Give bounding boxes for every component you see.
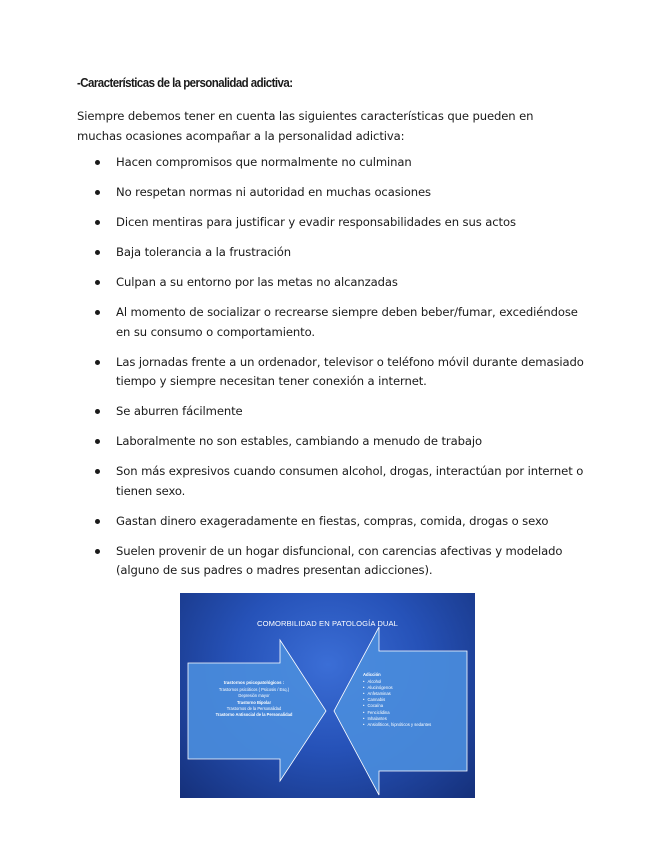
psychopathology-line: Trastornos psicóticos ( Psicosis / Esq.) xyxy=(218,687,290,693)
psychopathology-line: Trastornos de la Personalidad xyxy=(226,705,282,711)
addiction-item: • Alcohol xyxy=(363,679,468,685)
list-item-text: Suelen provenir de un hogar disfuncional, con carencias afectivas y modelado (alguno de sus padres o madres presentan adicciones). xyxy=(116,543,563,577)
addiction-list xyxy=(363,679,468,728)
bullet-icon xyxy=(95,280,100,285)
list-item-text: Son más expresivos cuando consumen alcohol, drogas, interactúan por internet o tienen sexo. xyxy=(116,464,584,498)
list-item-text: Gastan dinero exageradamente en fiestas, compras, comida, drogas o sexo xyxy=(116,513,549,528)
characteristics-list xyxy=(90,153,586,591)
psychopathology-box xyxy=(194,680,314,718)
list-item xyxy=(90,183,586,203)
list-item xyxy=(90,542,586,581)
addiction-box xyxy=(363,672,468,728)
list-item-text: Las jornadas frente a un ordenador, televisor o teléfono móvil durante demasiado tiempo y siempre necesitan tener conexión a internet. xyxy=(116,354,584,388)
bullet-icon xyxy=(95,250,100,255)
addiction-item: • Cocaína xyxy=(363,703,468,709)
list-item xyxy=(90,243,586,263)
list-item-text: Hacen compromisos que normalmente no culminan xyxy=(116,155,412,169)
bullet-icon xyxy=(95,220,100,225)
addiction-item: • Fenciclidina xyxy=(363,710,468,716)
bullet-icon xyxy=(95,310,100,315)
addiction-item: • Anfetaminas xyxy=(363,691,468,697)
bullet-icon xyxy=(95,469,100,474)
list-item xyxy=(90,402,586,422)
diagram-title: COMORBILIDAD EN PATOLOGÍA DUAL xyxy=(257,619,398,628)
list-item xyxy=(90,213,586,233)
psychopathology-heading: trastornos psicopatológicos : xyxy=(223,680,285,685)
list-item xyxy=(90,353,586,392)
bullet-icon xyxy=(95,160,100,165)
list-item-text: Culpan a su entorno por las metas no alcanzadas xyxy=(116,275,398,289)
list-item-text: Al momento de socializar o recrearse siempre deben beber/fumar, excediéndose en su consumo o comportamiento. xyxy=(116,305,578,339)
list-item-text: No respetan normas ni autoridad en muchas ocasiones xyxy=(116,185,431,199)
psychopathology-line: Depresión mayor xyxy=(238,693,270,699)
bullet-icon xyxy=(95,190,100,195)
list-item-text: Se aburren fácilmente xyxy=(116,404,243,418)
list-item-text: Laboralmente no son estables, cambiando a menudo de trabajo xyxy=(116,434,482,448)
addiction-item: • Cannabis xyxy=(363,697,468,703)
bullet-icon xyxy=(95,519,100,524)
bullet-icon xyxy=(95,549,100,554)
intro-paragraph: Siempre debemos tener en cuenta las siguientes características que pueden en muchas ocasiones acompañar a la personalidad adictiva: xyxy=(77,109,534,143)
addiction-item: • Inhalantes xyxy=(363,716,468,722)
list-item xyxy=(90,303,586,342)
addiction-heading: Adicción xyxy=(363,672,381,677)
list-item-text: Dicen mentiras para justificar y evadir responsabilidades en sus actos xyxy=(116,215,516,229)
list-item xyxy=(90,153,586,173)
addiction-item: • Alucinógenos xyxy=(363,685,468,691)
bullet-icon xyxy=(95,439,100,444)
psychopathology-line: Trastorno Antisocial de la Personalidad xyxy=(215,712,293,718)
bullet-icon xyxy=(95,409,100,414)
psychopathology-line: Trastorno Bipolar xyxy=(236,699,272,705)
list-item xyxy=(90,432,586,452)
list-item-text: Baja tolerancia a la frustración xyxy=(116,245,291,259)
addiction-item: • Ansiolíticos, hipnóticos y sedantes xyxy=(363,722,468,728)
list-item xyxy=(90,512,586,532)
section-heading: -Características de la personalidad adictiva: xyxy=(77,76,293,90)
comorbidity-diagram xyxy=(180,593,475,798)
bullet-icon xyxy=(95,360,100,365)
list-item xyxy=(90,462,586,501)
list-item xyxy=(90,273,586,293)
